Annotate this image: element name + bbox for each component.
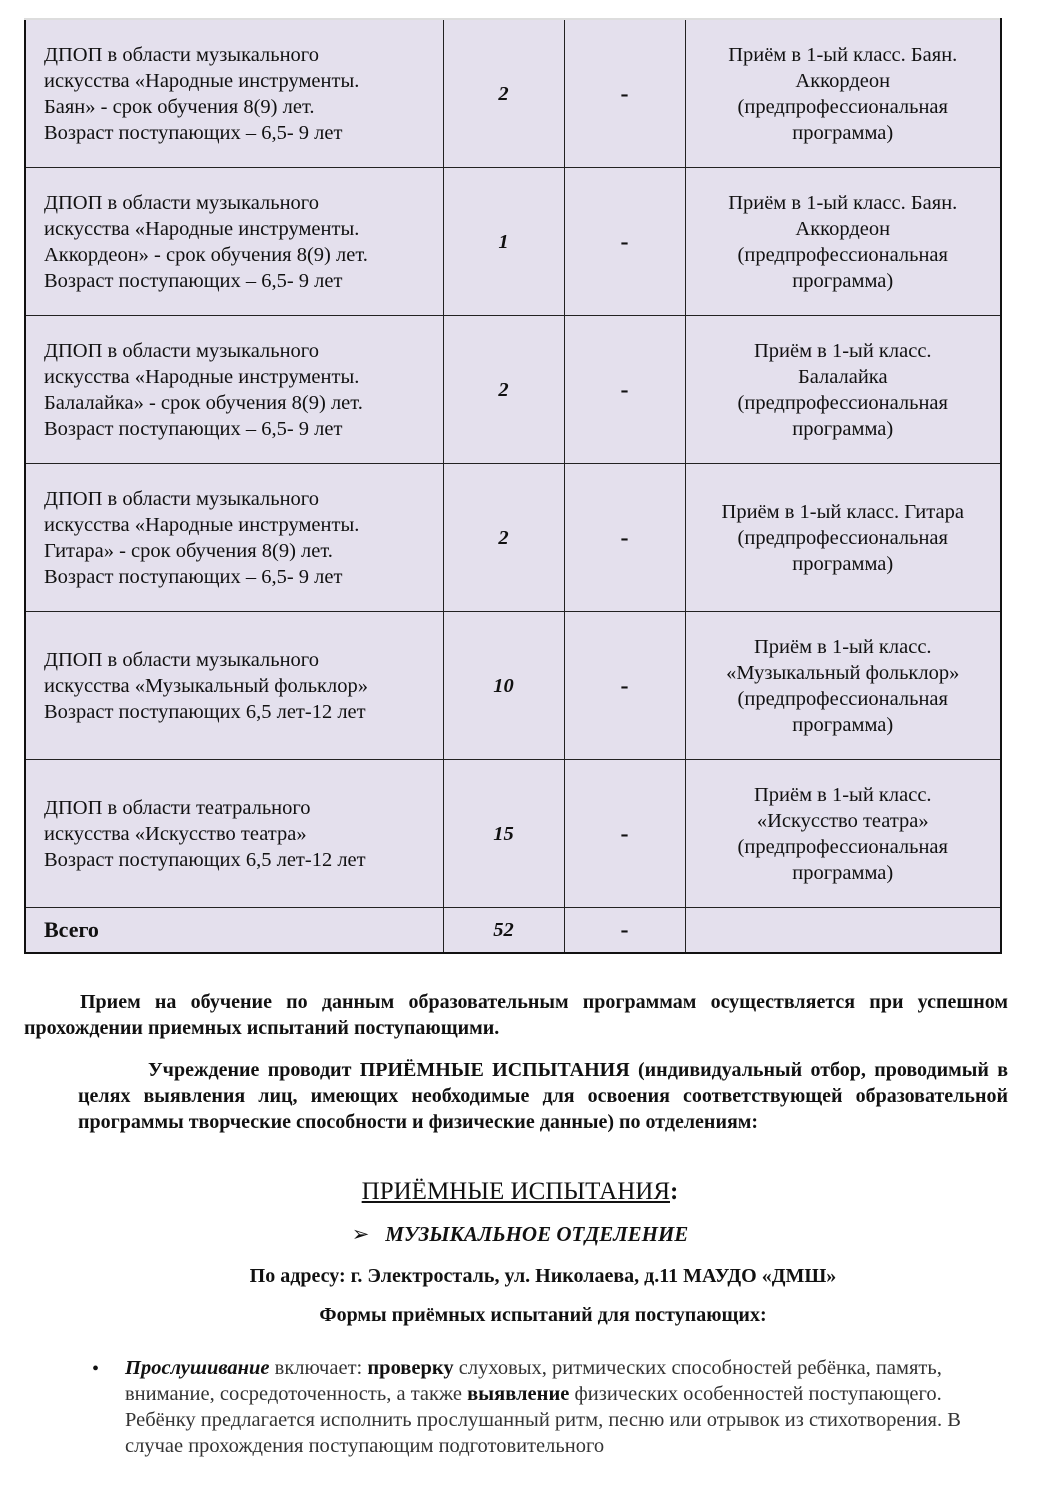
extra-cell: - [564, 464, 685, 612]
institution-paragraph: Учреждение проводит ПРИЁМНЫЕ ИСПЫТАНИЯ (индивидуальный отбор, проводимый в целях выявления лиц, имеющих необходимые для освоения соответствующей образовательной программы творческие способности и физические данные) по отделениям: [78, 1059, 1008, 1133]
bullet-bold-2: выявление [467, 1383, 570, 1405]
program-line: ДПОП в области музыкального [44, 43, 319, 66]
program-line: искусства «Музыкальный фольклор» [44, 674, 368, 697]
program-cell [25, 168, 443, 316]
extra-cell: - [564, 168, 685, 316]
program-line: Возраст поступающих – 6,5- 9 лет [44, 269, 343, 292]
department-title [0, 1221, 1040, 1247]
admission-paragraph: Прием на обучение по данным образовательным программам осуществляется при успешном прохождении приемных испытаний поступающими. [24, 991, 1008, 1039]
department-name: МУЗЫКАЛЬНОЕ ОТДЕЛЕНИЕ [385, 1222, 689, 1246]
bullet-text-1: включает: [269, 1357, 368, 1379]
table-row [25, 19, 1001, 168]
bullet-term: Прослушивание [125, 1357, 270, 1379]
bullet-text-3: физических особенностей поступающего. Ребёнку предлагается исполнить прослушанный ритм, песню или отрывок из стихотворения. В случае прохождения поступающим подготовительного [125, 1383, 961, 1457]
total-places-cell: 52 [443, 908, 564, 954]
note-line: программа) [792, 552, 894, 575]
note-line: программа) [792, 713, 894, 736]
program-cell [25, 316, 443, 464]
note-line: Приём в 1-ый класс. [753, 635, 932, 658]
bullet-paragraph [125, 1355, 995, 1459]
program-line: Возраст поступающих – 6,5- 9 лет [44, 121, 343, 144]
note-cell [685, 464, 1001, 612]
note-line: (предпрофессиональная [737, 835, 948, 858]
program-line: Баян» - срок обучения 8(9) лет. [44, 95, 315, 118]
heading-colon: : [670, 1178, 679, 1205]
program-line: Возраст поступающих 6,5 лет-12 лет [44, 700, 366, 723]
address-line: По адресу: г. Электросталь, ул. Николаева, д.11 МАУДО «ДМШ» [249, 1265, 837, 1287]
program-line: Возраст поступающих 6,5 лет-12 лет [44, 848, 366, 871]
program-cell [25, 760, 443, 908]
admission-table [24, 18, 1002, 954]
note-line: Приём в 1-ый класс. Гитара [721, 500, 964, 523]
extra-cell: - [564, 316, 685, 464]
note-line: программа) [792, 269, 894, 292]
program-line: Гитара» - срок обучения 8(9) лет. [44, 539, 333, 562]
program-line: ДПОП в области музыкального [44, 487, 319, 510]
note-line: программа) [792, 417, 894, 440]
places-cell: 2 [443, 464, 564, 612]
note-line: (предпрофессиональная [737, 95, 948, 118]
bullet-bold-1: проверку [367, 1357, 454, 1379]
program-line: искусства «Народные инструменты. [44, 365, 360, 388]
places-cell: 15 [443, 760, 564, 908]
table-row [25, 168, 1001, 316]
places-cell: 10 [443, 612, 564, 760]
total-note-cell [685, 908, 1001, 954]
program-line: искусства «Народные инструменты. [44, 69, 360, 92]
note-line: «Музыкальный фольклор» [726, 661, 960, 684]
note-line: программа) [792, 861, 894, 884]
note-line: (предпрофессиональная [737, 391, 948, 414]
note-line: «Искусство театра» [756, 809, 929, 832]
forms-title: Формы приёмных испытаний для поступающих: [319, 1304, 767, 1326]
note-cell [685, 19, 1001, 168]
bullet-dot-icon: • [92, 1358, 100, 1380]
heading-text: ПРИЁМНЫЕ ИСПЫТАНИЯ [361, 1178, 670, 1205]
places-cell: 2 [443, 19, 564, 168]
places-cell: 1 [443, 168, 564, 316]
program-line: Возраст поступающих – 6,5- 9 лет [44, 417, 343, 440]
program-cell [25, 612, 443, 760]
note-line: Приём в 1-ый класс. Баян. [728, 43, 958, 66]
note-cell [685, 612, 1001, 760]
arrow-bullet-icon: ➢ [351, 1222, 370, 1246]
total-row [25, 908, 1001, 954]
note-line: (предпрофессиональная [737, 243, 948, 266]
note-line: Приём в 1-ый класс. [753, 339, 932, 362]
admission-table-container [24, 18, 1000, 954]
program-cell [25, 19, 443, 168]
note-line: Приём в 1-ый класс. [753, 783, 932, 806]
extra-cell: - [564, 760, 685, 908]
extra-cell: - [564, 19, 685, 168]
program-line: искусства «Искусство театра» [44, 822, 307, 845]
entrance-exams-heading [0, 1177, 1040, 1207]
note-line: Балалайка [797, 365, 888, 388]
program-line: искусства «Народные инструменты. [44, 217, 360, 240]
bullet-text-2: слуховых, ритмических способностей ребёнка, память, внимание, сосредоточенность, а также [125, 1357, 942, 1405]
total-extra-cell: - [564, 908, 685, 954]
program-cell [25, 464, 443, 612]
table-row [25, 760, 1001, 908]
places-cell: 2 [443, 316, 564, 464]
extra-cell: - [564, 612, 685, 760]
table-row [25, 464, 1001, 612]
program-line: ДПОП в области музыкального [44, 191, 319, 214]
program-line: искусства «Народные инструменты. [44, 513, 360, 536]
note-line: Аккордеон [795, 217, 891, 240]
note-line: (предпрофессиональная [737, 687, 948, 710]
note-line: (предпрофессиональная [737, 526, 948, 549]
note-line: Аккордеон [795, 69, 891, 92]
program-line: ДПОП в области театрального [44, 796, 311, 819]
program-line: ДПОП в области музыкального [44, 648, 319, 671]
program-line: Аккордеон» - срок обучения 8(9) лет. [44, 243, 368, 266]
table-row [25, 612, 1001, 760]
note-cell [685, 760, 1001, 908]
note-line: программа) [792, 121, 894, 144]
note-cell [685, 168, 1001, 316]
program-line: ДПОП в области музыкального [44, 339, 319, 362]
note-line: Приём в 1-ый класс. Баян. [728, 191, 958, 214]
note-cell [685, 316, 1001, 464]
program-line: Балалайка» - срок обучения 8(9) лет. [44, 391, 363, 414]
total-label-cell: Всего [25, 908, 443, 954]
program-line: Возраст поступающих – 6,5- 9 лет [44, 565, 343, 588]
table-row [25, 316, 1001, 464]
